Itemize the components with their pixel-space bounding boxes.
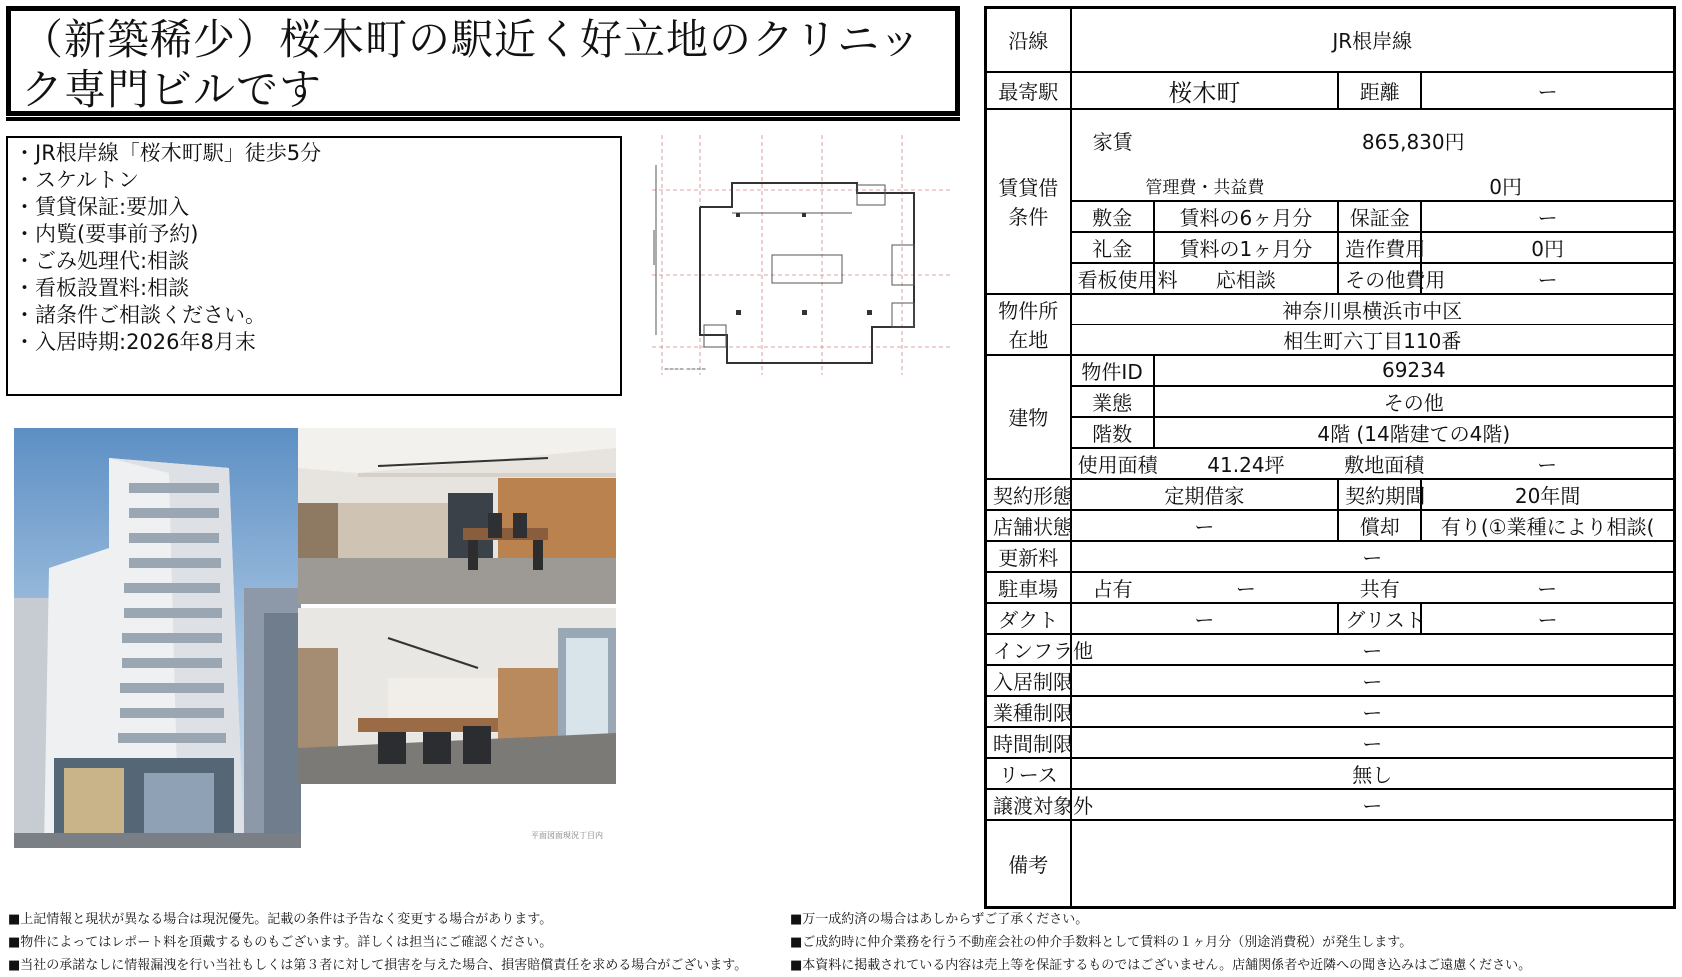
interior-photo-2 (298, 608, 616, 784)
note-item: ■ ご成約時に仲介業務を行う不動産会社の仲介手数料として賃料の１ヶ月分（別途消費税）が発生します。 (790, 931, 1531, 954)
footer-notes-left (8, 908, 747, 977)
hours-restriction-value: ー (1071, 727, 1675, 758)
other-cost-label: その他費用 (1338, 263, 1421, 294)
other-cost-value: ー (1421, 263, 1674, 294)
grease-trap-label: グリスト (1338, 603, 1421, 634)
point-item: ・入居時期:2026年8月末 (14, 330, 256, 354)
point-item: ・JR根岸線「桜木町駅」徒歩5分 (14, 141, 322, 165)
shop-condition-value: ー (1071, 510, 1339, 541)
rent-label: 家賃 (1071, 109, 1154, 171)
contract-period-value: 20年間 (1421, 479, 1674, 510)
floor-area-value: 41.24坪 (1154, 448, 1339, 479)
tenant-restriction-label: 入居制限 (986, 665, 1071, 696)
sign-fee-label: 看板使用料 (1071, 263, 1154, 294)
address-label: 物件所在地 (986, 294, 1071, 355)
deposit-label: 敷金 (1071, 201, 1154, 232)
building-exterior-photo (14, 428, 301, 848)
note-item: ■ 万一成約済の場合はあしからずご了承ください。 (790, 908, 1531, 931)
business-type-value: その他 (1154, 386, 1675, 417)
non-transferable-label: 譲渡対象外 (986, 789, 1071, 820)
station-value: 桜木町 (1071, 72, 1339, 109)
distance-label: 距離 (1338, 72, 1421, 109)
grease-trap-value: ー (1421, 603, 1674, 634)
amortization-value: 有り(①業種により相談( (1421, 510, 1674, 541)
management-fee-value: 0円 (1338, 171, 1674, 201)
deposit-value: 賃料の6ヶ月分 (1154, 201, 1339, 232)
point-item: ・看板設置料:相談 (14, 276, 190, 300)
line-value: JR根岸線 (1071, 8, 1675, 72)
property-spec-table (984, 6, 1676, 909)
station-label: 最寄駅 (986, 72, 1071, 109)
fitout-cost-label: 造作費用 (1338, 232, 1421, 263)
lease-value: 無し (1071, 758, 1675, 789)
contract-period-label: 契約期間 (1338, 479, 1421, 510)
business-type-label: 業態 (1071, 386, 1154, 417)
duct-value: ー (1071, 603, 1339, 634)
point-item: ・賃貸保証:要加入 (14, 195, 190, 219)
rent-value: 865,830円 (1154, 109, 1675, 171)
non-transferable-value: ー (1071, 789, 1675, 820)
contract-type-value: 定期借家 (1071, 479, 1339, 510)
note-item: ■ 当社の承諾なしに情報漏洩を行い当社もしくは第３者に対して損害を与えた場合、損害賠償責任を求める場合がございます。 (8, 954, 747, 977)
interior-photo-1 (298, 428, 616, 604)
guarantee-label: 保証金 (1338, 201, 1421, 232)
site-area-value: ー (1421, 448, 1674, 479)
distance-value: ー (1421, 72, 1674, 109)
contract-type-label: 契約形態 (986, 479, 1071, 510)
building-label: 建物 (986, 355, 1071, 479)
address-line-2: 相生町六丁目110番 (1071, 324, 1675, 355)
site-area-label: 敷地面積 (1338, 448, 1421, 479)
amortization-label: 償却 (1338, 510, 1421, 541)
svg-text:==== ====: ==== ==== (664, 366, 707, 373)
point-item: ・諸条件ご相談ください。 (14, 303, 266, 327)
lease-label: リース (986, 758, 1071, 789)
remarks-value (1071, 820, 1675, 908)
parking-exclusive-label: 占有 (1071, 572, 1154, 603)
parking-shared-value: ー (1421, 572, 1674, 603)
sign-fee-value: 応相談 (1154, 263, 1339, 294)
remarks-label: 備考 (986, 820, 1071, 908)
point-item: ・スケルトン (14, 168, 139, 192)
terms-label: 賃貸借条件 (986, 109, 1071, 294)
note-item: ■ 上記情報と現状が異なる場合は現況優先。記載の条件は予告なく変更する場合があります。 (8, 908, 747, 931)
duct-label: ダクト (986, 603, 1071, 634)
shop-condition-label: 店舗状態 (986, 510, 1071, 541)
guarantee-value: ー (1421, 201, 1674, 232)
property-title (6, 6, 960, 116)
photo-caption: 平面図面現況丁目内 (531, 831, 603, 840)
fitout-cost-value: 0円 (1421, 232, 1674, 263)
hours-restriction-label: 時間制限 (986, 727, 1071, 758)
property-id-value: 69234 (1154, 355, 1675, 386)
key-money-label: 礼金 (1071, 232, 1154, 263)
renewal-fee-label: 更新料 (986, 541, 1071, 572)
key-money-value: 賃料の1ヶ月分 (1154, 232, 1339, 263)
address-line-1: 神奈川県横浜市中区 (1071, 294, 1675, 325)
selling-points (6, 136, 622, 396)
management-fee-label: 管理費・共益費 (1071, 171, 1339, 201)
business-restriction-value: ー (1071, 696, 1675, 727)
infrastructure-value: ー (1071, 634, 1675, 665)
note-item: ■ 本資料に掲載されている内容は売上等を保証するものではございません。店舗関係者や近隣への聞き込みはご遠慮ください。 (790, 954, 1531, 977)
floor-value: 4階 (14階建ての4階) (1154, 417, 1675, 448)
note-item: ■ 物件によってはレポート料を頂戴するものもございます。詳しくは担当にご確認ください。 (8, 931, 747, 954)
business-restriction-label: 業種制限 (986, 696, 1071, 727)
point-item: ・内覧(要事前予約) (14, 222, 199, 246)
line-label: 沿線 (986, 8, 1071, 72)
property-title-text: （新築稀少）桜木町の駅近く好立地のクリニック専門ビルです (21, 15, 922, 114)
floor-label: 階数 (1071, 417, 1154, 448)
parking-shared-label: 共有 (1338, 572, 1421, 603)
property-photos (6, 424, 622, 854)
property-id-label: 物件ID (1071, 355, 1154, 386)
floor-plan-image (652, 135, 952, 380)
parking-exclusive-value: ー (1154, 572, 1339, 603)
renewal-fee-value: ー (1071, 541, 1675, 572)
footer-notes-right (790, 908, 1531, 977)
tenant-restriction-value: ー (1071, 665, 1675, 696)
infrastructure-label: インフラ他 (986, 634, 1071, 665)
parking-label: 駐車場 (986, 572, 1071, 603)
point-item: ・ごみ処理代:相談 (14, 249, 190, 273)
floor-area-label: 使用面積 (1071, 448, 1154, 479)
